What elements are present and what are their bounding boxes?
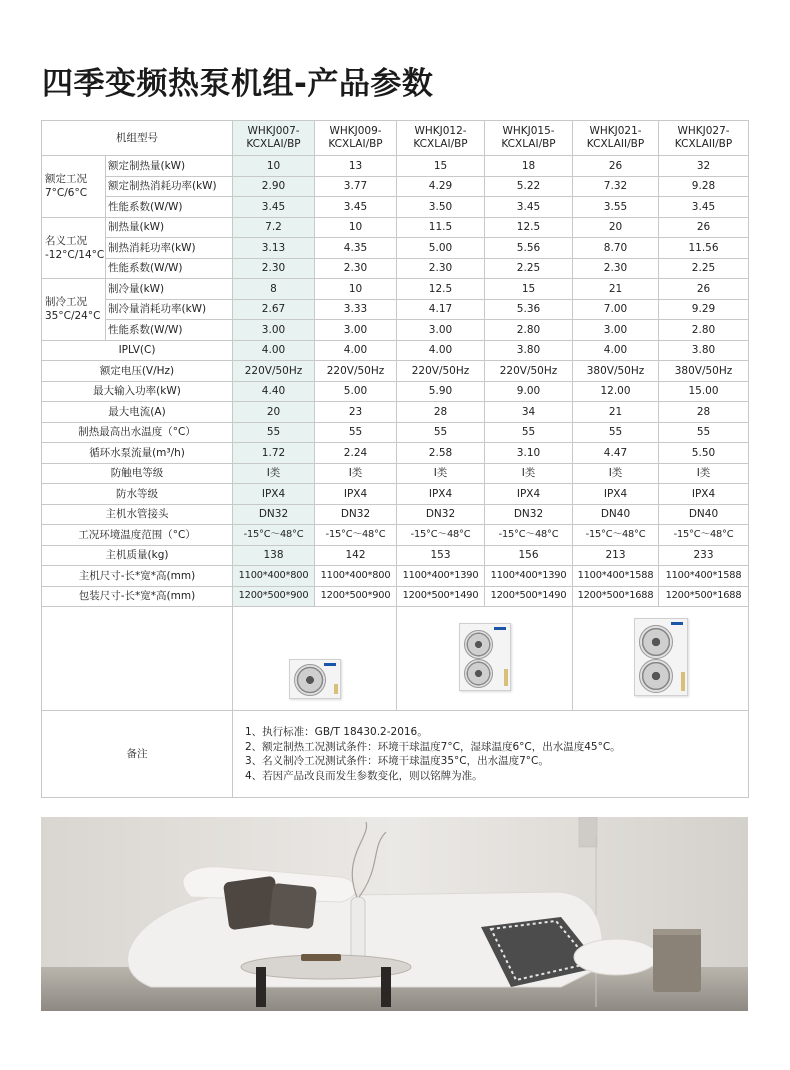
value-cell: DN32 <box>233 504 315 525</box>
value-cell: 2.30 <box>397 258 485 279</box>
value-cell: 1100*400*800 <box>315 566 397 587</box>
value-cell: 3.45 <box>659 197 749 218</box>
row-label: IPLV(C) <box>42 340 233 361</box>
value-cell: 21 <box>573 402 659 423</box>
table-row <box>42 525 749 546</box>
row-label: 最大输入功率(kW) <box>42 381 233 402</box>
value-cell: -15°C～48°C <box>659 525 749 546</box>
value-cell: 4.47 <box>573 443 659 464</box>
value-cell: 9.29 <box>659 299 749 320</box>
value-cell: 7.32 <box>573 176 659 197</box>
table-row <box>42 545 749 566</box>
value-cell: 13 <box>315 156 397 177</box>
value-cell: 55 <box>315 422 397 443</box>
product-image-cell <box>573 607 749 711</box>
value-cell: I类 <box>233 463 315 484</box>
value-cell: 3.50 <box>397 197 485 218</box>
value-cell: 4.17 <box>397 299 485 320</box>
value-cell: 233 <box>659 545 749 566</box>
side-panel-accent <box>504 669 508 686</box>
heat-pump-unit-image <box>634 618 688 696</box>
notes-content <box>233 711 749 798</box>
value-cell: 2.90 <box>233 176 315 197</box>
condition-temperature: 7°C/6°C <box>45 187 88 200</box>
side-panel-accent <box>681 672 685 691</box>
value-cell: 2.30 <box>233 258 315 279</box>
value-cell: 20 <box>233 402 315 423</box>
value-cell: 10 <box>315 279 397 300</box>
table-row <box>42 443 749 464</box>
value-cell: 9.00 <box>485 381 573 402</box>
value-cell: 4.35 <box>315 238 397 259</box>
value-cell: 2.24 <box>315 443 397 464</box>
model-header: WHKJ027- KCXLAII/BP <box>659 121 749 156</box>
value-cell: DN40 <box>659 504 749 525</box>
table-row <box>42 586 749 607</box>
value-cell: 3.33 <box>315 299 397 320</box>
value-cell: DN32 <box>315 504 397 525</box>
note-line: 1、执行标准：GB/T 18430.2-2016。 <box>245 726 428 738</box>
note-line: 2、额定制热工况测试条件：环境干球温度7°C，湿球温度6°C，出水温度45°C。 <box>245 740 621 753</box>
value-cell: IPX4 <box>315 484 397 505</box>
value-cell: 8 <box>233 279 315 300</box>
value-cell: 3.10 <box>485 443 573 464</box>
value-cell: 12.00 <box>573 381 659 402</box>
row-label: 制热最高出水温度（°C） <box>42 422 233 443</box>
value-cell: 12.5 <box>397 279 485 300</box>
value-cell: I类 <box>485 463 573 484</box>
spec-table <box>41 120 749 798</box>
value-cell: 55 <box>397 422 485 443</box>
model-header: WHKJ009- KCXLAI/BP <box>315 121 397 156</box>
fan-icon <box>639 659 673 693</box>
condition-temperature: -12°C/14°C <box>45 248 105 261</box>
condition-name: 名义工况 <box>45 234 87 247</box>
value-cell: 2.30 <box>573 258 659 279</box>
value-cell: 55 <box>233 422 315 443</box>
value-cell: 1100*400*1390 <box>485 566 573 587</box>
value-cell: 28 <box>397 402 485 423</box>
row-label: 制冷量(kW) <box>106 279 233 300</box>
value-cell: 32 <box>659 156 749 177</box>
value-cell: 11.56 <box>659 238 749 259</box>
table-row <box>42 279 749 300</box>
brand-logo <box>671 622 683 625</box>
row-label: 循环水泵流量(m³/h) <box>42 443 233 464</box>
value-cell: 3.45 <box>315 197 397 218</box>
table-row <box>42 217 749 238</box>
row-label: 包装尺寸-长*宽*高(mm) <box>42 586 233 607</box>
table-row <box>42 566 749 587</box>
value-cell: 15 <box>397 156 485 177</box>
empty-cell <box>42 607 233 711</box>
row-label: 最大电流(A) <box>42 402 233 423</box>
table-row <box>42 156 749 177</box>
value-cell: 1100*400*800 <box>233 566 315 587</box>
value-cell: 15.00 <box>659 381 749 402</box>
table-row <box>42 504 749 525</box>
value-cell: 4.40 <box>233 381 315 402</box>
product-image-row <box>42 607 749 711</box>
value-cell: 3.00 <box>397 320 485 341</box>
row-label: 防触电等级 <box>42 463 233 484</box>
table-row <box>42 463 749 484</box>
value-cell: 28 <box>659 402 749 423</box>
value-cell: I类 <box>397 463 485 484</box>
row-label: 主机质量(kg) <box>42 545 233 566</box>
value-cell: 153 <box>397 545 485 566</box>
value-cell: 5.50 <box>659 443 749 464</box>
heat-pump-unit-image <box>459 623 511 691</box>
value-cell: -15°C～48°C <box>315 525 397 546</box>
fan-icon <box>464 630 493 659</box>
living-room-photo <box>41 817 748 1011</box>
value-cell: 12.5 <box>485 217 573 238</box>
note-line: 3、名义制冷工况测试条件：环境干球温度35°C，出水温度7°C。 <box>245 755 549 767</box>
row-label: 工况环境温度范围（°C） <box>42 525 233 546</box>
row-label: 制热消耗功率(kW) <box>106 238 233 259</box>
value-cell: 5.00 <box>397 238 485 259</box>
value-cell: 220V/50Hz <box>315 361 397 382</box>
table-row <box>42 238 749 259</box>
table-row <box>42 258 749 279</box>
value-cell: 7.2 <box>233 217 315 238</box>
table-row <box>42 340 749 361</box>
page-title: 四季变频热泵机组-产品参数 <box>42 66 434 102</box>
value-cell: 26 <box>573 156 659 177</box>
row-label: 额定制热消耗功率(kW) <box>106 176 233 197</box>
note-line: 4、若因产品改良而发生参数变化，则以铭牌为准。 <box>245 769 483 782</box>
value-cell: 3.80 <box>659 340 749 361</box>
condition-name: 额定工况 <box>45 173 87 186</box>
living-room-illustration <box>41 817 748 1011</box>
value-cell: 2.80 <box>659 320 749 341</box>
value-cell: 380V/50Hz <box>573 361 659 382</box>
fan-icon <box>294 664 326 696</box>
row-label: 额定电压(V/Hz) <box>42 361 233 382</box>
value-cell: 2.58 <box>397 443 485 464</box>
value-cell: 3.77 <box>315 176 397 197</box>
row-label: 主机水管接头 <box>42 504 233 525</box>
value-cell: -15°C～48°C <box>485 525 573 546</box>
product-image-cell <box>397 607 573 711</box>
model-header: WHKJ007- KCXLAI/BP <box>233 121 315 156</box>
product-image-cell <box>233 607 397 711</box>
value-cell: 2.30 <box>315 258 397 279</box>
value-cell: IPX4 <box>659 484 749 505</box>
value-cell: 2.25 <box>485 258 573 279</box>
fan-icon <box>464 659 493 688</box>
brand-logo <box>324 663 336 666</box>
value-cell: 10 <box>315 217 397 238</box>
value-cell: 4.00 <box>233 340 315 361</box>
value-cell: 5.36 <box>485 299 573 320</box>
value-cell: 15 <box>485 279 573 300</box>
value-cell: I类 <box>315 463 397 484</box>
value-cell: I类 <box>573 463 659 484</box>
row-label: 制热量(kW) <box>106 217 233 238</box>
value-cell: 5.56 <box>485 238 573 259</box>
value-cell: 3.13 <box>233 238 315 259</box>
value-cell: 2.67 <box>233 299 315 320</box>
value-cell: 5.90 <box>397 381 485 402</box>
row-label: 防水等级 <box>42 484 233 505</box>
value-cell: 3.45 <box>485 197 573 218</box>
value-cell: IPX4 <box>397 484 485 505</box>
row-label: 性能系数(W/W) <box>106 320 233 341</box>
value-cell: 2.25 <box>659 258 749 279</box>
value-cell: 156 <box>485 545 573 566</box>
row-label: 主机尺寸-长*宽*高(mm) <box>42 566 233 587</box>
header-label: 机组型号 <box>42 121 233 156</box>
value-cell: 18 <box>485 156 573 177</box>
value-cell: 3.55 <box>573 197 659 218</box>
condition-group-label <box>42 217 106 279</box>
value-cell: IPX4 <box>573 484 659 505</box>
value-cell: 213 <box>573 545 659 566</box>
value-cell: 26 <box>659 217 749 238</box>
table-row <box>42 422 749 443</box>
value-cell: 220V/50Hz <box>233 361 315 382</box>
value-cell: 21 <box>573 279 659 300</box>
side-panel-accent <box>334 684 338 694</box>
value-cell: 1.72 <box>233 443 315 464</box>
value-cell: 3.80 <box>485 340 573 361</box>
value-cell: 1200*500*900 <box>315 586 397 607</box>
value-cell: 1100*400*1588 <box>573 566 659 587</box>
value-cell: 55 <box>485 422 573 443</box>
value-cell: 1200*500*1490 <box>485 586 573 607</box>
value-cell: 1200*500*1490 <box>397 586 485 607</box>
value-cell: 3.00 <box>573 320 659 341</box>
row-label: 性能系数(W/W) <box>106 197 233 218</box>
value-cell: 23 <box>315 402 397 423</box>
table-row <box>42 299 749 320</box>
value-cell: 138 <box>233 545 315 566</box>
notes-row <box>42 711 749 798</box>
value-cell: 26 <box>659 279 749 300</box>
table-row <box>42 361 749 382</box>
value-cell: -15°C～48°C <box>397 525 485 546</box>
model-header: WHKJ015- KCXLAI/BP <box>485 121 573 156</box>
table-row <box>42 402 749 423</box>
table-row <box>42 197 749 218</box>
value-cell: 5.00 <box>315 381 397 402</box>
value-cell: 4.00 <box>573 340 659 361</box>
row-label: 性能系数(W/W) <box>106 258 233 279</box>
row-label: 额定制热量(kW) <box>106 156 233 177</box>
condition-group-label <box>42 279 106 341</box>
model-header: WHKJ021- KCXLAII/BP <box>573 121 659 156</box>
value-cell: DN32 <box>485 504 573 525</box>
table-row <box>42 484 749 505</box>
condition-group-label <box>42 156 106 218</box>
value-cell: 1200*500*900 <box>233 586 315 607</box>
value-cell: 1200*500*1688 <box>573 586 659 607</box>
value-cell: IPX4 <box>485 484 573 505</box>
value-cell: 20 <box>573 217 659 238</box>
value-cell: -15°C～48°C <box>233 525 315 546</box>
value-cell: 55 <box>573 422 659 443</box>
value-cell: IPX4 <box>233 484 315 505</box>
value-cell: 5.22 <box>485 176 573 197</box>
value-cell: 380V/50Hz <box>659 361 749 382</box>
value-cell: 11.5 <box>397 217 485 238</box>
value-cell: 7.00 <box>573 299 659 320</box>
notes-label: 备注 <box>42 711 233 798</box>
value-cell: 220V/50Hz <box>397 361 485 382</box>
value-cell: 3.45 <box>233 197 315 218</box>
value-cell: 3.00 <box>233 320 315 341</box>
heat-pump-unit-image <box>289 659 341 699</box>
value-cell: 55 <box>659 422 749 443</box>
header-row <box>42 121 749 156</box>
value-cell: 4.29 <box>397 176 485 197</box>
value-cell: 4.00 <box>315 340 397 361</box>
value-cell: 1100*400*1390 <box>397 566 485 587</box>
value-cell: 220V/50Hz <box>485 361 573 382</box>
fan-icon <box>639 625 673 659</box>
row-label: 制冷量消耗功率(kW) <box>106 299 233 320</box>
value-cell: 8.70 <box>573 238 659 259</box>
value-cell: DN32 <box>397 504 485 525</box>
value-cell: -15°C～48°C <box>573 525 659 546</box>
brand-logo <box>494 627 506 630</box>
value-cell: 142 <box>315 545 397 566</box>
value-cell: 1100*400*1588 <box>659 566 749 587</box>
value-cell: 34 <box>485 402 573 423</box>
value-cell: DN40 <box>573 504 659 525</box>
table-row <box>42 320 749 341</box>
value-cell: 9.28 <box>659 176 749 197</box>
value-cell: 10 <box>233 156 315 177</box>
table-row <box>42 176 749 197</box>
value-cell: 3.00 <box>315 320 397 341</box>
value-cell: 1200*500*1688 <box>659 586 749 607</box>
table-row <box>42 381 749 402</box>
value-cell: 4.00 <box>397 340 485 361</box>
model-header: WHKJ012- KCXLAI/BP <box>397 121 485 156</box>
value-cell: I类 <box>659 463 749 484</box>
condition-temperature: 35°C/24°C <box>45 310 101 323</box>
value-cell: 2.80 <box>485 320 573 341</box>
condition-name: 制冷工况 <box>45 296 87 309</box>
